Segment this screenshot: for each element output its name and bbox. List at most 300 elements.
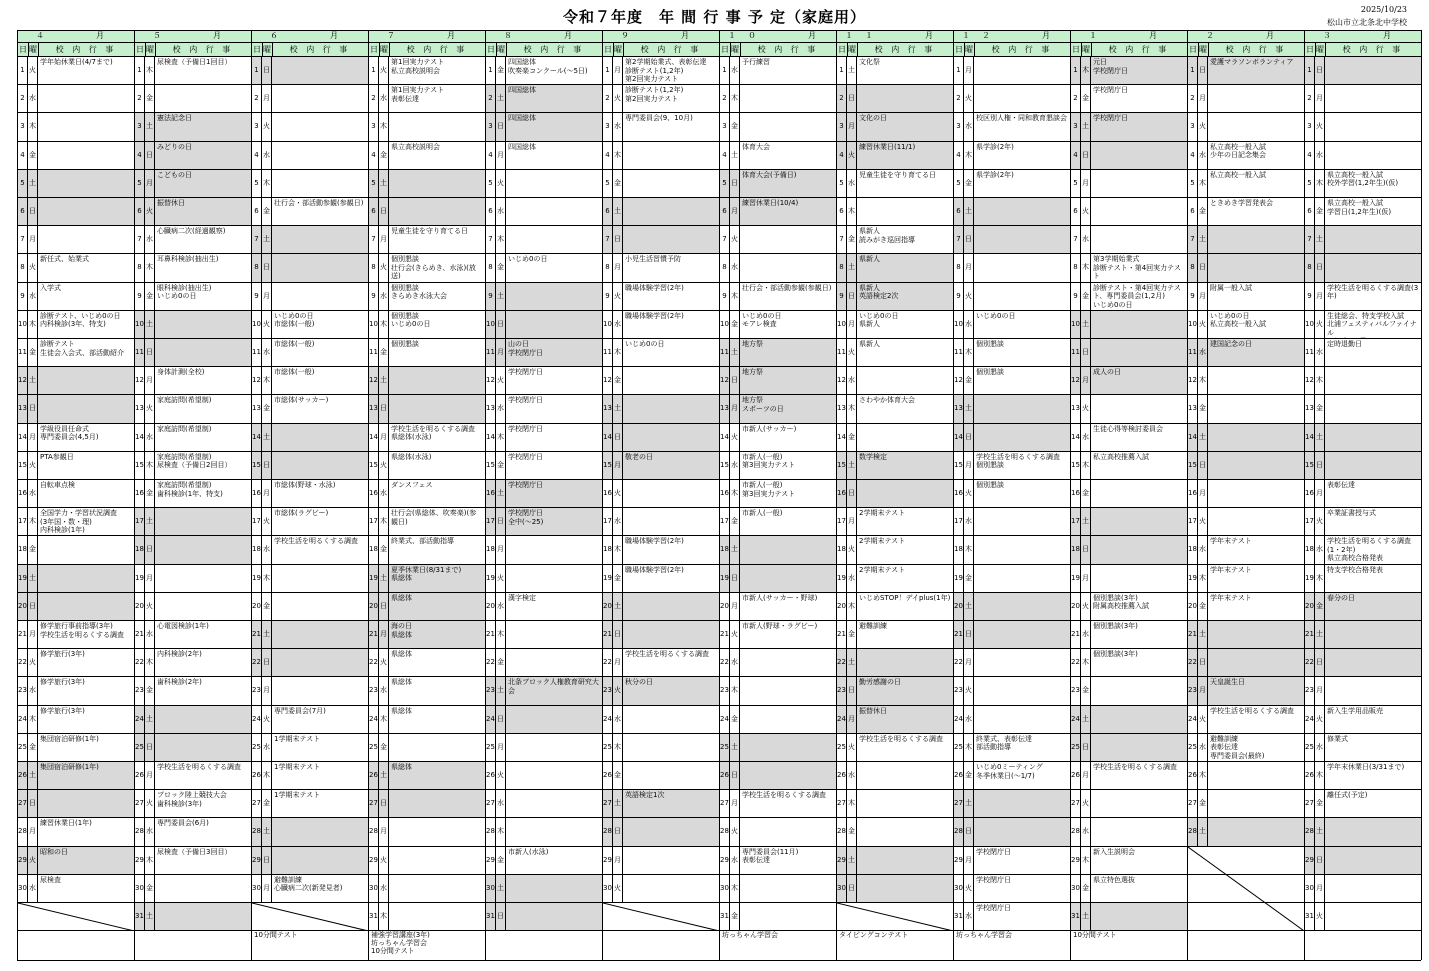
- day-row: [603, 508, 719, 536]
- month-column: [953, 30, 1070, 960]
- weekday: 火: [1315, 113, 1325, 140]
- day-number: 2: [1305, 85, 1315, 112]
- day-number: 5: [135, 170, 145, 197]
- day-row: [837, 395, 953, 423]
- event-text: [1091, 565, 1187, 592]
- day-row: [1071, 113, 1187, 141]
- day-row: [720, 283, 836, 311]
- day-row: [1071, 903, 1187, 931]
- event-text: 市新人(一般) 第3回実力テスト: [742, 452, 796, 470]
- event-text: [155, 593, 251, 620]
- weekday: 水: [145, 621, 155, 648]
- event-text: 県新人 読みがき巡回指導: [859, 227, 915, 244]
- weekday: 水: [379, 875, 389, 902]
- weekday: 日: [1198, 452, 1208, 479]
- day-number: 2: [18, 85, 28, 112]
- event-text: 壮行会・部活動参観(参観日): [742, 283, 832, 292]
- event-text: 第3学期始業式 診断テスト・第4回実力テスト: [1093, 255, 1181, 281]
- day-number: 4: [603, 142, 613, 169]
- event-text: 2学期末テスト: [859, 509, 906, 518]
- day-row: [1188, 593, 1304, 621]
- weekday: 水: [964, 903, 974, 930]
- day-number: 9: [1188, 283, 1198, 310]
- event-text: 家庭訪問(希望制) 尿検査（予備日2回目）: [157, 452, 232, 470]
- weekday-label: 曜: [1199, 45, 1207, 54]
- day-row: [603, 649, 719, 677]
- day-number: 18: [486, 536, 496, 563]
- day-number: 20: [837, 593, 847, 620]
- day-row: [369, 677, 485, 705]
- day-number: 21: [486, 621, 496, 648]
- weekday: 日: [1081, 142, 1091, 169]
- weekday: 月: [496, 142, 506, 169]
- day-number: 17: [954, 508, 964, 535]
- event-text: [155, 734, 251, 761]
- day-number: 18: [252, 536, 262, 563]
- event-text: 学校生活を明るくする調査(3年): [1327, 283, 1419, 301]
- weekday: 土: [262, 424, 272, 451]
- month-name: １２ 月: [962, 31, 1062, 40]
- event-text: 地方祭: [740, 367, 836, 394]
- day-number: 6: [252, 198, 262, 225]
- event-text: [1325, 113, 1421, 140]
- day-row: [1188, 706, 1304, 734]
- day-row: [369, 508, 485, 536]
- day-row: [954, 706, 1070, 734]
- day-row: [135, 311, 251, 339]
- day-number: 5: [837, 170, 847, 197]
- month-header: [18, 30, 134, 43]
- event-text: いじめ0の日 モアレ検査: [742, 311, 782, 329]
- weekday: 金: [964, 565, 974, 592]
- day-number: 1: [252, 57, 262, 84]
- weekday: 木: [847, 593, 857, 620]
- event-text: 表彰伝達: [1327, 481, 1355, 489]
- day-row: [720, 706, 836, 734]
- event-text: 第1回実力テスト 表彰伝達: [391, 86, 445, 103]
- weekday: 土: [496, 85, 506, 112]
- day-number: 18: [603, 536, 613, 563]
- month-header: [252, 30, 368, 43]
- weekday: 日: [847, 677, 857, 704]
- day-row: [369, 649, 485, 677]
- weekday: 火: [730, 621, 740, 648]
- weekday: 火: [613, 875, 623, 902]
- event-text: 地方祭 スポーツの日: [740, 395, 836, 422]
- event-text: 秋分の日: [623, 677, 719, 704]
- day-number: 20: [954, 593, 964, 620]
- weekday: 木: [730, 283, 740, 310]
- day-row: [1188, 226, 1304, 254]
- weekday: 金: [613, 170, 623, 197]
- day-row: [18, 565, 134, 593]
- column-subheader: [252, 43, 368, 57]
- event-text: [506, 226, 602, 253]
- weekday: 木: [28, 706, 38, 733]
- day-number: 12: [603, 367, 613, 394]
- weekday: 土: [964, 395, 974, 422]
- event-text: 2学期末テスト: [859, 537, 906, 546]
- day-number: 16: [1305, 480, 1315, 507]
- weekday: 月: [379, 621, 389, 648]
- day-number: 28: [837, 818, 847, 845]
- day-row: [252, 198, 368, 226]
- day-row: [603, 452, 719, 480]
- day-number: 29: [603, 847, 613, 874]
- event-text: 学校閉庁日: [1091, 113, 1187, 140]
- day-row: [837, 677, 953, 705]
- weekday: 月: [613, 254, 623, 281]
- event-text: [1325, 649, 1421, 676]
- day-row: [1188, 480, 1304, 508]
- day-number: 4: [1188, 142, 1198, 169]
- day-row: [135, 339, 251, 367]
- month-column: [719, 30, 836, 960]
- event-text: 個別懇談 きらめき水泳大会: [391, 283, 447, 301]
- school-name: 松山市立北条北中学校: [1327, 18, 1407, 27]
- event-text: [1208, 85, 1304, 112]
- event-text: 終業式、表彰伝達 部活動指導: [976, 734, 1032, 752]
- weekday: 火: [1315, 311, 1325, 338]
- weekday: 水: [847, 565, 857, 592]
- weekday: 土: [496, 283, 506, 310]
- weekday: 月: [1315, 85, 1325, 112]
- month-header: [837, 30, 953, 43]
- day-number: 25: [1188, 734, 1198, 761]
- event-text: [506, 734, 602, 761]
- day-number: 15: [1071, 452, 1081, 479]
- event-text: [1091, 311, 1187, 338]
- weekday: 土: [28, 367, 38, 394]
- day-number: 12: [18, 367, 28, 394]
- day-number: 2: [954, 85, 964, 112]
- weekday: 水: [28, 85, 38, 112]
- events-label: 校 内 行 事: [991, 45, 1053, 54]
- weekday: 水: [730, 847, 740, 874]
- day-number: 18: [369, 536, 379, 563]
- weekday: 水: [730, 254, 740, 281]
- day-row: [1305, 649, 1421, 677]
- event-text: [1208, 649, 1304, 676]
- event-text: 予行練習: [742, 58, 770, 66]
- day-row: [369, 311, 485, 339]
- day-row: [252, 311, 368, 339]
- day-number: 17: [18, 508, 28, 535]
- day-row: [837, 875, 953, 903]
- month-name: ２ 月: [1206, 31, 1286, 40]
- weekday: 日: [964, 226, 974, 253]
- day-row: [1071, 818, 1187, 846]
- day-label: 日: [721, 45, 729, 54]
- weekday: 金: [1315, 790, 1325, 817]
- day-number: 11: [135, 339, 145, 366]
- day-row: [252, 113, 368, 141]
- weekday: 木: [613, 339, 623, 366]
- day-number: 16: [18, 480, 28, 507]
- weekday: 土: [613, 395, 623, 422]
- day-row: [837, 480, 953, 508]
- day-number: 9: [252, 283, 262, 310]
- weekday: 水: [1315, 142, 1325, 169]
- event-text: [389, 198, 485, 225]
- day-number: 15: [252, 452, 262, 479]
- weekday-label: 曜: [848, 45, 856, 54]
- weekday: 火: [730, 818, 740, 845]
- day-number: 10: [954, 311, 964, 338]
- event-text: 個別懇談: [976, 481, 1004, 489]
- event-text: 定時退勤日: [1327, 340, 1362, 348]
- day-number: 23: [1071, 677, 1081, 704]
- day-number: 16: [837, 480, 847, 507]
- day-row: [18, 790, 134, 818]
- day-number: 19: [837, 565, 847, 592]
- day-number: 15: [720, 452, 730, 479]
- day-row: [135, 790, 251, 818]
- day-number: 7: [1188, 226, 1198, 253]
- day-number: 2: [1188, 85, 1198, 112]
- day-row: [135, 367, 251, 395]
- weekday: 火: [1315, 706, 1325, 733]
- day-row: [954, 677, 1070, 705]
- day-label: 日: [604, 45, 612, 54]
- day-row: [252, 790, 368, 818]
- day-row: [954, 762, 1070, 790]
- day-row: [720, 57, 836, 85]
- day-row: [1071, 480, 1187, 508]
- day-number: 3: [1305, 113, 1315, 140]
- day-number: 3: [252, 113, 262, 140]
- empty-day-slash: [603, 903, 720, 931]
- event-text: 心電図検診(1年): [157, 622, 209, 630]
- weekday: 月: [28, 621, 38, 648]
- weekday: 木: [1081, 649, 1091, 676]
- day-row: [837, 649, 953, 677]
- day-row: [1188, 818, 1304, 846]
- event-text: 眼科検診(抽出生) いじめ0の日: [157, 283, 212, 301]
- weekday: 火: [145, 790, 155, 817]
- event-text: [38, 790, 134, 817]
- day-number: 6: [720, 198, 730, 225]
- event-text: [272, 254, 368, 281]
- event-text: 市新人(一般): [742, 509, 783, 518]
- day-number: 22: [1305, 649, 1315, 676]
- day-number: 13: [252, 395, 262, 422]
- day-number: 23: [1305, 677, 1315, 704]
- event-text: 1学期末テスト: [274, 791, 321, 800]
- weekday: 火: [964, 875, 974, 902]
- weekday: 金: [145, 677, 155, 704]
- event-text: [389, 113, 485, 140]
- day-number: 16: [1188, 480, 1198, 507]
- weekday: 金: [496, 452, 506, 479]
- event-text: 私立高校一般入試 少年の日記念集会: [1210, 142, 1266, 160]
- day-number: 10: [135, 311, 145, 338]
- event-text: 自転車点検: [40, 481, 75, 489]
- day-row: [486, 790, 602, 818]
- event-text: 職場体験学習(2年): [625, 537, 684, 546]
- day-number: 22: [252, 649, 262, 676]
- weekday: 水: [1198, 339, 1208, 366]
- day-row: [252, 706, 368, 734]
- day-number: 4: [18, 142, 28, 169]
- event-text: [974, 226, 1070, 253]
- day-number: 31: [369, 903, 379, 930]
- day-row: [18, 395, 134, 423]
- day-number: 2: [837, 85, 847, 112]
- day-row: [954, 142, 1070, 170]
- event-text: [1208, 254, 1304, 281]
- events-label: 校 内 行 事: [172, 45, 234, 54]
- day-row: [954, 565, 1070, 593]
- day-row: [1188, 734, 1304, 762]
- event-text: 学校閉庁日: [976, 875, 1011, 884]
- day-number: 21: [1305, 621, 1315, 648]
- event-text: [389, 847, 485, 874]
- day-number: 1: [954, 57, 964, 84]
- day-number: 31: [1305, 903, 1315, 930]
- day-number: 26: [1305, 762, 1315, 789]
- weekday: 火: [379, 847, 389, 874]
- day-number: 25: [1071, 734, 1081, 761]
- day-row: [603, 593, 719, 621]
- weekday: 金: [262, 790, 272, 817]
- day-row: [486, 85, 602, 113]
- weekday: 日: [28, 593, 38, 620]
- weekday: 月: [1081, 170, 1091, 197]
- events-label: 校 内 行 事: [406, 45, 468, 54]
- weekday: 金: [262, 198, 272, 225]
- day-number: 15: [369, 452, 379, 479]
- weekday: 日: [1081, 536, 1091, 563]
- day-number: 10: [486, 311, 496, 338]
- day-row: [1071, 311, 1187, 339]
- event-text: 診断テスト 生徒会入会式、部活動紹介: [40, 340, 124, 357]
- day-number: 3: [603, 113, 613, 140]
- weekday: 木: [262, 762, 272, 789]
- day-row: [954, 734, 1070, 762]
- weekday: 金: [28, 142, 38, 169]
- event-text: 県総体: [389, 762, 485, 789]
- day-number: 9: [18, 283, 28, 310]
- event-text: [1325, 367, 1421, 394]
- event-text: [740, 254, 836, 281]
- day-row: [1188, 113, 1304, 141]
- day-number: 14: [252, 424, 262, 451]
- day-row: [1188, 311, 1304, 339]
- day-number: 6: [1188, 198, 1198, 225]
- weekday: 金: [613, 565, 623, 592]
- weekday: 火: [730, 226, 740, 253]
- weekday: 金: [847, 621, 857, 648]
- day-row: [252, 847, 368, 875]
- day-number: 23: [954, 677, 964, 704]
- day-number: 23: [18, 677, 28, 704]
- day-number: 21: [369, 621, 379, 648]
- day-row: [720, 254, 836, 282]
- day-row: [720, 480, 836, 508]
- weekday: 日: [262, 254, 272, 281]
- event-text: 山の日 学校閉庁日: [506, 339, 602, 366]
- table-top-border: [17, 30, 1421, 31]
- event-text: 英語検定1次: [623, 790, 719, 817]
- weekday: 日: [496, 311, 506, 338]
- day-row: [1071, 283, 1187, 311]
- weekday: 日: [28, 198, 38, 225]
- weekday: 水: [964, 508, 974, 535]
- event-text: [740, 226, 836, 253]
- events-label: 校 内 行 事: [1342, 45, 1404, 54]
- day-row: [252, 85, 368, 113]
- day-number: 9: [1071, 283, 1081, 310]
- day-row: [1071, 57, 1187, 85]
- day-row: [1188, 367, 1304, 395]
- month-header: [135, 30, 251, 43]
- weekday: 金: [613, 762, 623, 789]
- day-number: 4: [837, 142, 847, 169]
- day-number: 2: [1071, 85, 1081, 112]
- day-number: 13: [954, 395, 964, 422]
- weekday: 水: [496, 198, 506, 225]
- weekday: 土: [847, 452, 857, 479]
- day-row: [369, 734, 485, 762]
- weekday: 水: [613, 113, 623, 140]
- weekday: 水: [964, 113, 974, 140]
- day-row: [603, 395, 719, 423]
- event-text: [506, 649, 602, 676]
- day-number: 25: [486, 734, 496, 761]
- day-row: [369, 621, 485, 649]
- event-text: 生徒心得等検討委員会: [1093, 424, 1163, 433]
- day-number: 12: [720, 367, 730, 394]
- day-number: 11: [720, 339, 730, 366]
- event-text: [506, 790, 602, 817]
- day-label: 日: [1189, 45, 1197, 54]
- month-header: [954, 30, 1070, 43]
- day-row: [837, 142, 953, 170]
- weekday: 金: [145, 875, 155, 902]
- weekday: 日: [1315, 649, 1325, 676]
- page-title: 令和７年度 年 間 行 事 予 定（家庭用）: [562, 8, 867, 26]
- day-number: 18: [1188, 536, 1198, 563]
- event-text: [740, 762, 836, 789]
- day-row: [369, 706, 485, 734]
- event-text: [974, 818, 1070, 845]
- weekday: 日: [964, 818, 974, 845]
- event-text: 地方祭: [740, 339, 836, 366]
- month-column: [836, 30, 953, 960]
- event-text: 元日 学校閉庁日: [1091, 57, 1187, 84]
- day-number: 1: [1305, 57, 1315, 84]
- weekday: 日: [1315, 847, 1325, 874]
- weekday: 月: [847, 706, 857, 733]
- day-row: [837, 170, 953, 198]
- event-text: いじめ0の日: [625, 340, 665, 348]
- day-number: 6: [369, 198, 379, 225]
- weekday: 土: [262, 621, 272, 648]
- weekday: 金: [28, 339, 38, 366]
- day-number: 29: [252, 847, 262, 874]
- day-row: [837, 198, 953, 226]
- day-number: 11: [1188, 339, 1198, 366]
- day-row: [1188, 677, 1304, 705]
- day-number: 17: [603, 508, 613, 535]
- day-row: [1071, 790, 1187, 818]
- day-number: 25: [369, 734, 379, 761]
- day-row: [1188, 508, 1304, 536]
- day-number: 12: [252, 367, 262, 394]
- weekday: 火: [1315, 508, 1325, 535]
- weekday: 月: [730, 198, 740, 225]
